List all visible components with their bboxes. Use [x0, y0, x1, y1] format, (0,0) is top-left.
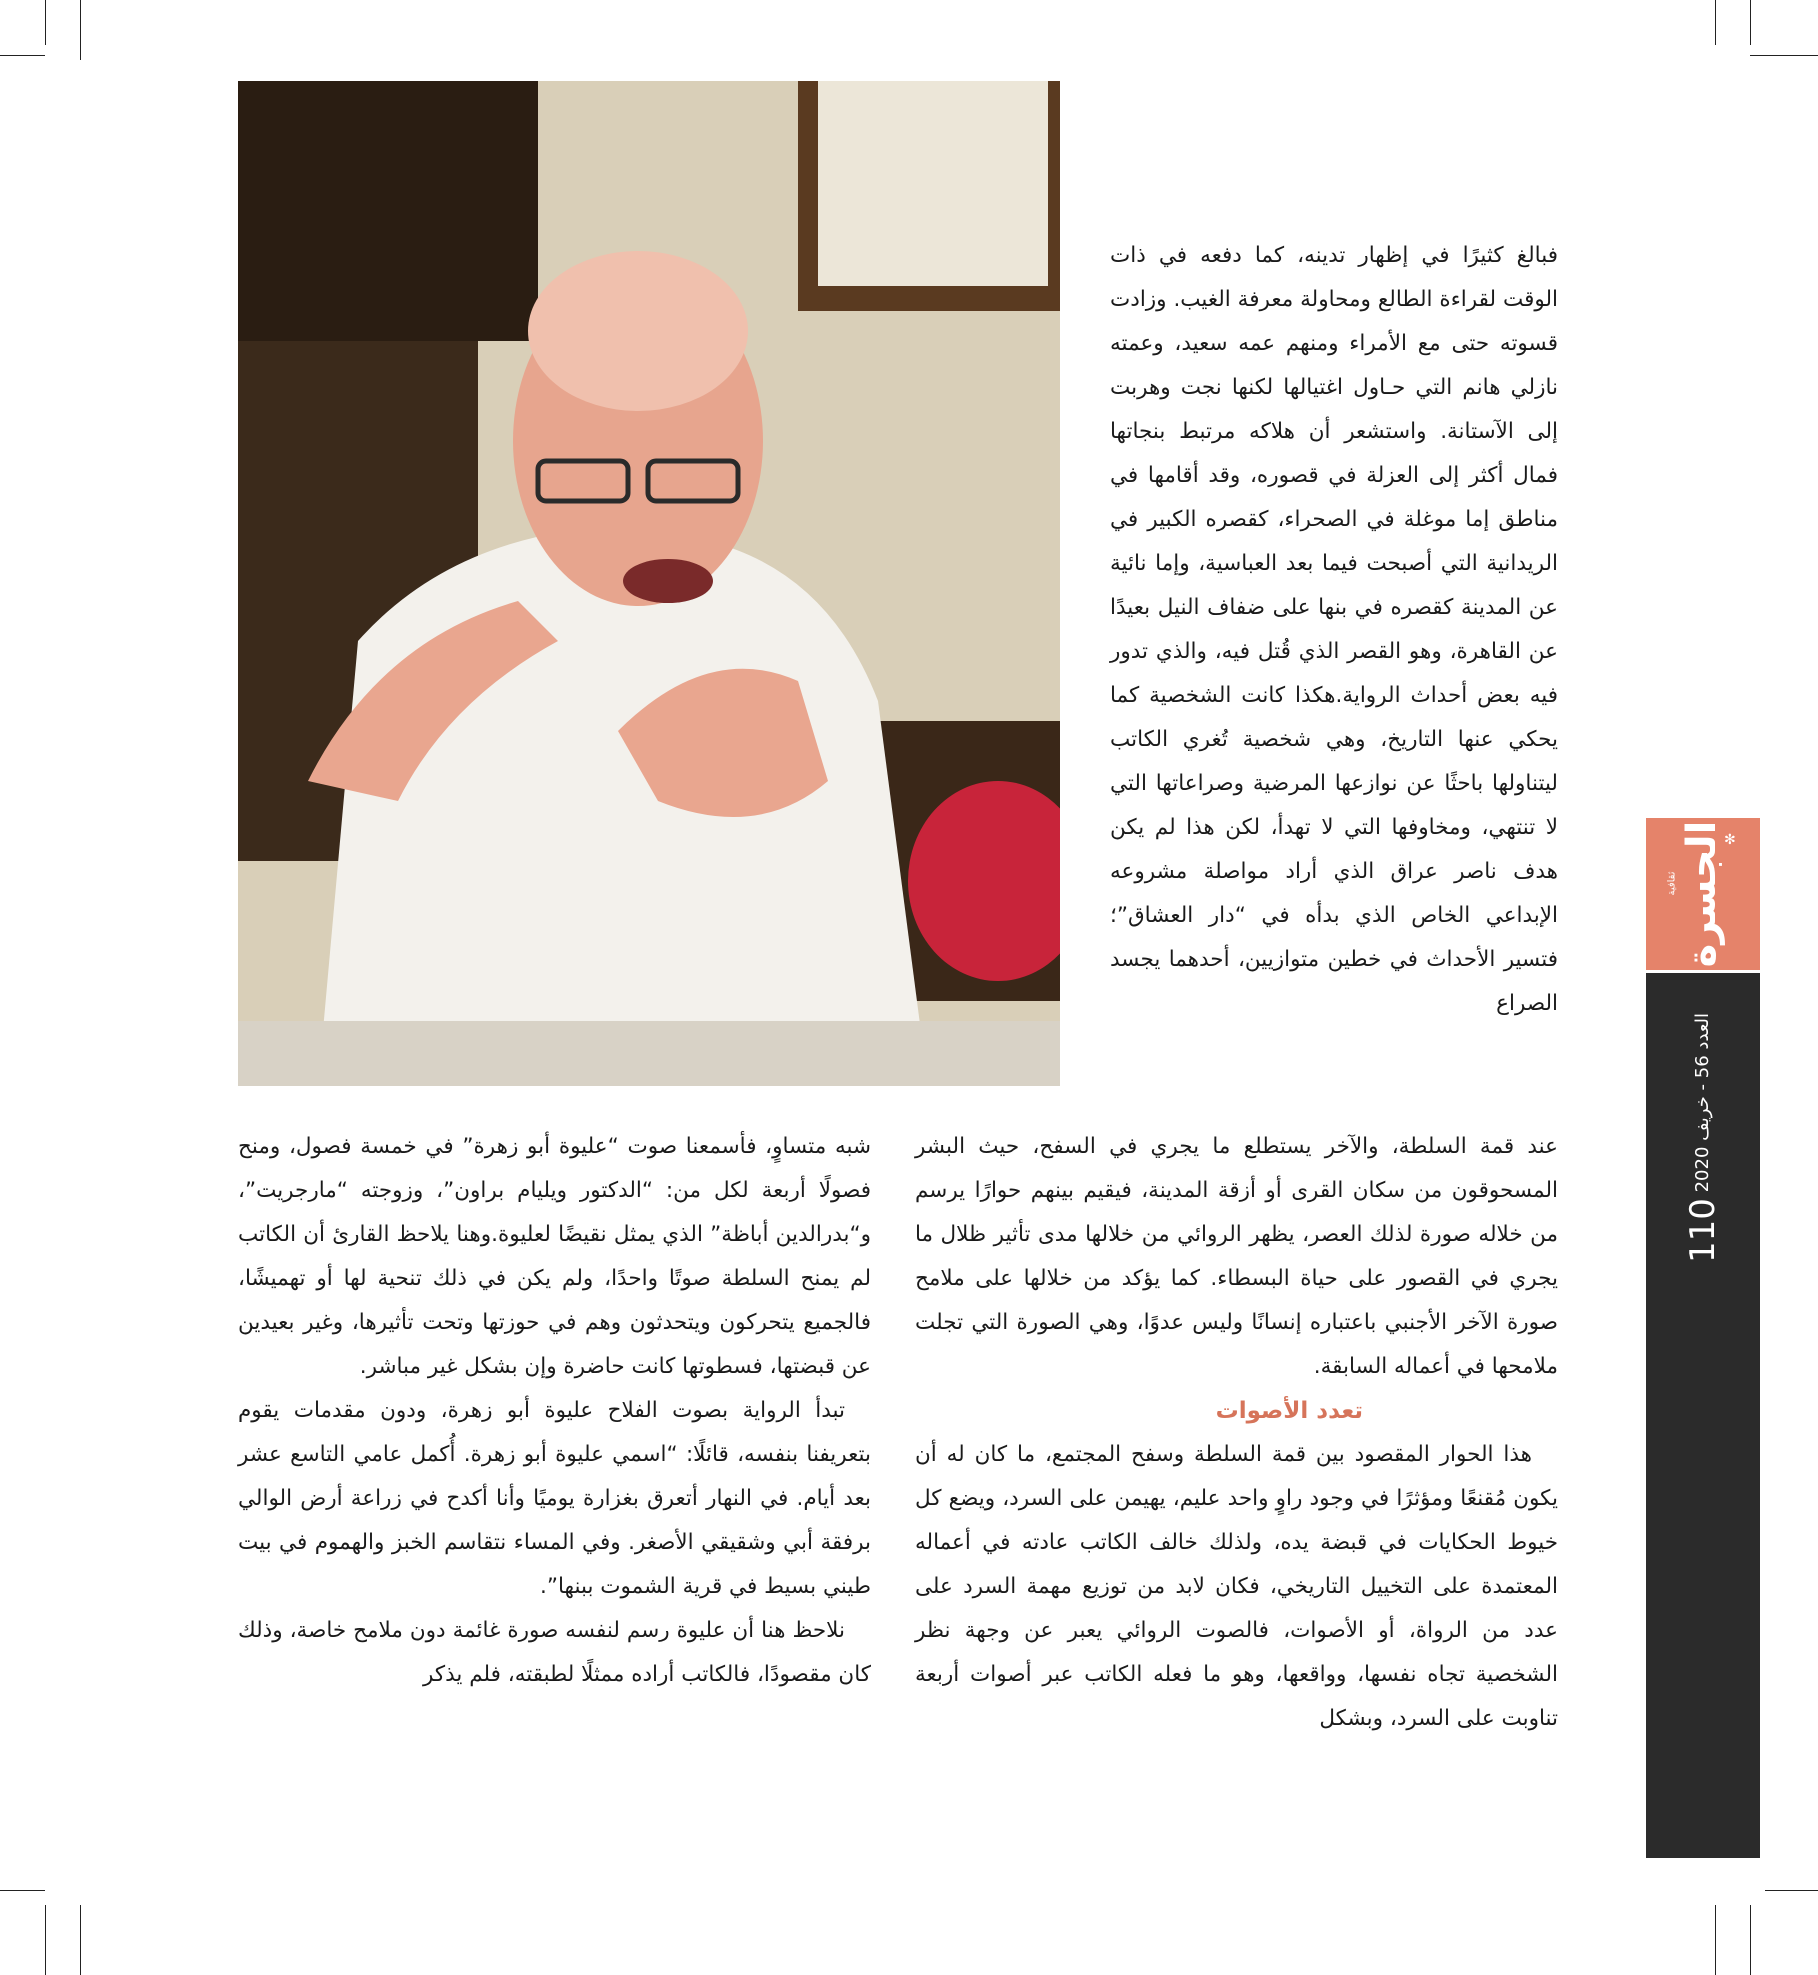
paragraph: هذا الحوار المقصود بين قمة السلطة وسفح المجتمع، ما كان له أن يكون مُقنعًا ومؤثرًا في وجود راوٍ واحد عليم، يهيمن على السرد، ويضع كل خيوط الحكايات في قبضة يده، ولذلك خالف الكاتب عادته في أعماله المعتمدة على التخييل التاريخي، فكان لابد من توزيع مهمة السرد على عدد من الرواة، أو الأصوات، فالصوت الروائي يعبر عن وجهة نظر الشخصية تجاه نفسها، وواقعها، وهو ما فعله الكاتب عبر أصوات أربعة تناوبت على السرد، وبشكل	[915, 1442, 1558, 1731]
article-column-1	[1110, 234, 1558, 1026]
section-heading: تعدد الأصوات	[1215, 1398, 1363, 1424]
star-icon: ✻	[1724, 832, 1736, 848]
crop-mark	[1715, 0, 1716, 45]
crop-mark	[0, 55, 45, 56]
page-number: 110	[1683, 1198, 1723, 1264]
crop-mark	[1750, 0, 1751, 45]
crop-mark	[1750, 55, 1818, 56]
issue-label	[1683, 1013, 1723, 1277]
issue-text: العدد 56 - خريف 2020	[1692, 1012, 1713, 1193]
crop-mark	[45, 0, 46, 45]
crop-mark	[1715, 1905, 1716, 1975]
logo-small-text: ثقافية	[1666, 871, 1678, 896]
crop-mark	[80, 0, 81, 60]
paragraph: نلاحظ هنا أن عليوة رسم لنفسه صورة غائمة دون ملامح خاصة، وذلك كان مقصودًا، فالكاتب أراده ممثلًا لطبقته، فلم يذكر	[238, 1618, 871, 1687]
man-speaking-photo-icon	[238, 81, 1060, 1086]
paragraph: عند قمة السلطة، والآخر يستطلع ما يجري في السفح، حيث البشر المسحوقون من سكان القرى أو أزقة المدينة، فيقيم بينهم حوارًا يرسم من خلاله صورة لذلك العصر، يظهر الروائي من خلالها مدى تأثير ظلال ما يجري في القصور على حياة البسطاء. كما يؤكد من خلالها على ملامح صورة الآخر الأجنبي باعتباره إنسانًا وليس عدوًا، وهي الصورة التي تجلت ملامحها في أعماله السابقة.	[915, 1134, 1558, 1379]
paragraph: شبه متساوٍ، فأسمعنا صوت “عليوة أبو زهرة” في خمسة فصول، ومنح فصولًا أربعة لكل من: “الدكتور ويليام براون”، وزوجته “مارجريت”، و“بدرالدين أباظة” الذي يمثل نقيضًا لعليوة.وهنا يلاحظ القارئ أن الكاتب لم يمنح السلطة صوتًا واحدًا، ولم يكن في ذلك تنحية لها أو تهميشًا، فالجميع يتحركون ويتحدثون وهم في حوزتها وتحت تأثيرها، وغير بعيدين عن قبضتها، فسطوتها كانت حاضرة وإن بشكل غير مباشر.	[238, 1134, 871, 1379]
paragraph: تبدأ الرواية بصوت الفلاح عليوة أبو زهرة، ودون مقدمات يقوم بتعريفنا بنفسه، قائلًا: “اسمي عليوة أبو زهرة. أُكمل عامي التاسع عشر بعد أيام. في النهار أتعرق بغزارة يوميًا وأنا أكدح في زراعة أرض الوالي برفقة أبي وشقيقي الأصغر. وفي المساء نتقاسم الخبز والهموم في بيت طيني بسيط في قرية الشموت ببنها”.	[238, 1398, 871, 1599]
logo-text: الجسرة	[1679, 820, 1725, 968]
crop-mark	[0, 1890, 45, 1891]
article-column-3	[238, 1125, 871, 1697]
crop-mark	[80, 1905, 81, 1975]
crop-mark	[1750, 1905, 1751, 1975]
magazine-logo	[1652, 818, 1752, 970]
article-column-2	[915, 1125, 1558, 1741]
crop-mark	[1765, 1890, 1818, 1891]
article-photo	[238, 81, 1060, 1086]
crop-mark	[45, 1905, 46, 1975]
paragraph: فبالغ كثيرًا في إظهار تدينه، كما دفعه في ذات الوقت لقراءة الطالع ومحاولة معرفة الغيب. وزادت قسوته حتى مع الأمراء ومنهم عمه سعيد، وعمته نازلي هانم التي حـاول اغتيالها لكنها نجت وهربت إلى الآستانة. واستشعر أن هلاكه مرتبط بنجاتها فمال أكثر إلى العزلة في قصوره، وقد أقامها في مناطق إما موغلة في الصحراء، كقصره الكبير في الريدانية التي أصبحت فيما بعد العباسية، وإما نائية عن المدينة كقصره في بنها على ضفاف النيل بعيدًا عن القاهرة، وهو القصر الذي قُتل فيه، والذي تدور فيه بعض أحداث الرواية.هكذا كانت الشخصية كما يحكي عنها التاريخ، وهي شخصية تُغري الكاتب ليتناولها باحثًا عن نوازعها المرضية وصراعاتها التي لا تنتهي، ومخاوفها التي لا تهدأ، لكن هذا لم يكن هدف ناصر عراق الذي أراد مواصلة مشروعه الإبداعي الخاص الذي بدأه في “دار العشاق”؛ فتسير الأحداث في خطين متوازيين، أحدهما يجسد الصراع	[1110, 243, 1558, 1016]
